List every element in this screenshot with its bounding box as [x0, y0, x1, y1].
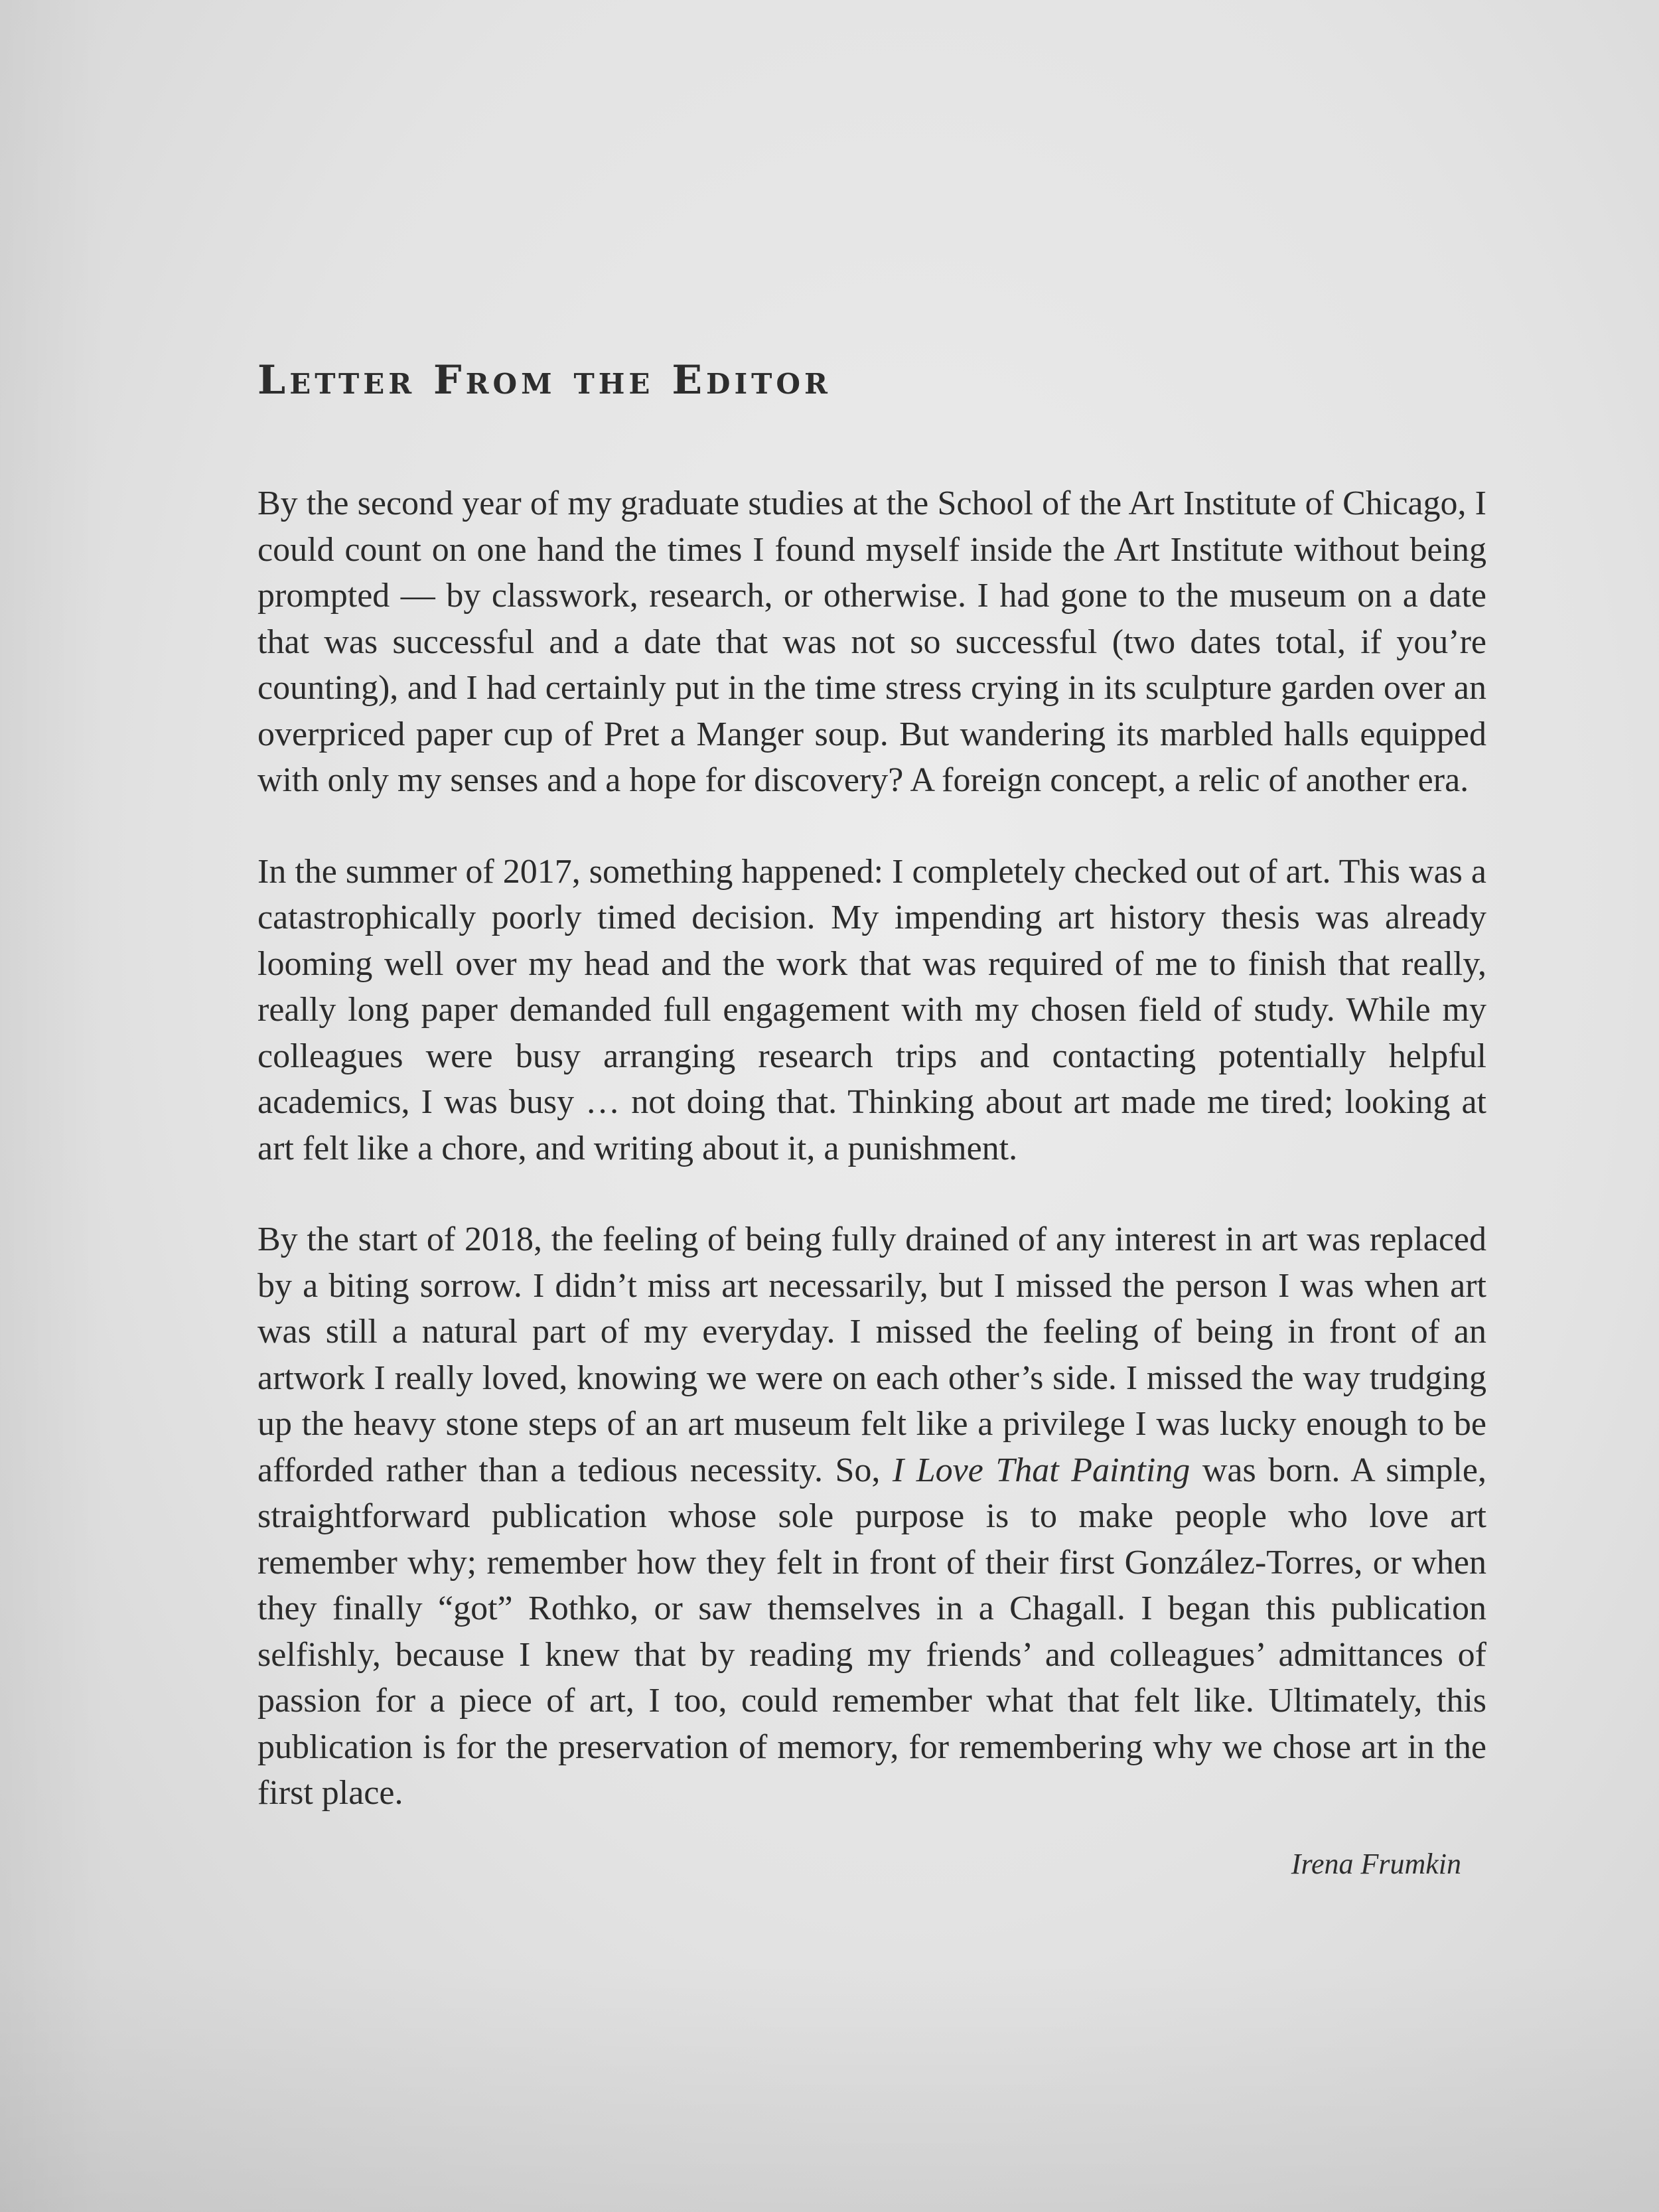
editor-signature: Irena Frumkin [1291, 1847, 1461, 1880]
page-shadow-bottom [0, 1960, 1659, 2212]
paragraph-3 [257, 1217, 1486, 1816]
paragraph-3-text-before: By the start of 2018, the feeling of being fully drained of any interest in art was replaced by a biting sorrow. I didn’t miss art necessarily, but I missed the person I was when art was still a natural part of my everyday. I missed the feeling of being in front of an artwork I really loved, knowing we were on each other’s side. I missed the way trudging up the heavy stone steps of an art museum felt like a privilege I was lucky enough to be afforded rather than a tedious necessity. So, [257, 1220, 1486, 1489]
page-title: Letter From the Editor [257, 357, 831, 404]
paragraph-3-text-after: was born. A simple, straightforward publication whose sole purpose is to make people who love art remember why; remember how they felt in front of their first González-Torres, or when they finally “got” Rothko, or saw themselves in a Chagall. I began this publication selfishly, because I knew that by reading my friends’ and colleagues’ admittances of passion for a piece of art, I too, could remember what that felt like. Ultimately, this publication is for the preservation of memory, for remembering why we chose art in the first place. [257, 1451, 1486, 1812]
editor-letter [257, 358, 1486, 1881]
paragraph-2: In the summer of 2017, something happened: I completely checked out of art. This was a catastrophically poorly timed decision. My impending art history thesis was already looming well over my head and the work that was required of me to finish that really, really long paper demanded full engagement with my chosen field of study. While my colleagues were busy arranging research trips and contacting potentially helpful academics, I was busy … not doing that. Thinking about art made me tired; looking at art felt like a chore, and writing about it, a punishment. [257, 852, 1486, 1167]
paragraph-1: By the second year of my graduate studies at the School of the Art Institute of Chicago, I could count on one hand the times I found myself inside the Art Institute without being prompted — by classwork, research, or otherwise. I had gone to the museum on a date that was successful and a date that was not so successful (two dates total, if you’re counting), and I had certainly put in the time stress crying in its sculpture garden over an overpriced paper cup of Pret a Manger soup. But wandering its marbled halls equipped with only my senses and a hope for discovery? A foreign concept, a relic of another era. [257, 484, 1486, 799]
publication-title: I Love That Painting [892, 1451, 1190, 1489]
page-shadow-left [0, 0, 106, 2212]
